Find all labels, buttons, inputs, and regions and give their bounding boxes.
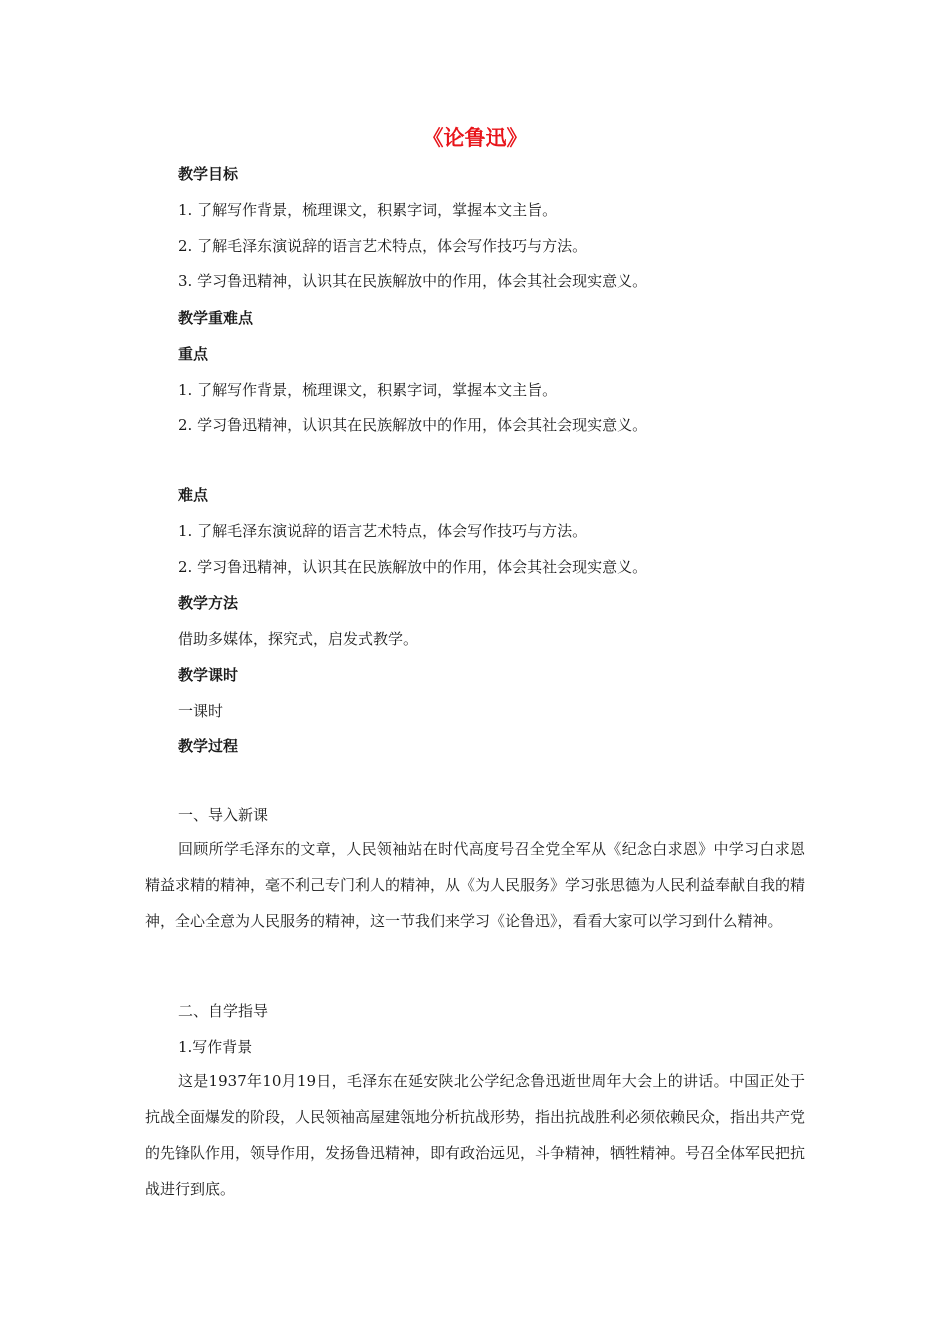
section-paragraph: 这是1937年10月19日，毛泽东在延安陕北公学纪念鲁迅逝世周年大会上的讲话。中国正处于抗战全面爆发的阶段，人民领袖高屋建瓴地分析抗战形势，指出抗战胜利必须依赖民众，指出共产党的先锋队作用，领导作用，发扬鲁迅精神，即有政治远见，斗争精神，牺牲精神。号召全体军民把抗战进行到底。: [145, 1072, 806, 1198]
objective-item: 2. 了解毛泽东演说辞的语言艺术特点，体会写作技巧与方法。: [178, 237, 588, 255]
hours-heading: 教学课时: [178, 666, 239, 684]
method-text: 借助多媒体，探究式，启发式教学。: [178, 630, 419, 648]
process-heading: 教学过程: [178, 737, 239, 755]
objectives-heading: 教学目标: [178, 165, 239, 183]
key-points-heading: 重点: [178, 345, 209, 363]
objective-item: 3. 学习鲁迅精神，认识其在民族解放中的作用，体会其社会现实意义。: [178, 272, 648, 290]
section-heading: 二、自学指导: [178, 1002, 269, 1020]
key-point-item: 2. 学习鲁迅精神，认识其在民族解放中的作用，体会其社会现实意义。: [178, 416, 648, 434]
subsection-heading: 1.写作背景: [178, 1038, 253, 1056]
difficult-points-heading: 难点: [178, 486, 209, 504]
section-heading: 一、导入新课: [178, 806, 269, 824]
section-paragraph: 回顾所学毛泽东的文章，人民领袖站在时代高度号召全党全军从《纪念白求恩》中学习白求恩精益求精的精神，毫不利己专门利人的精神，从《为人民服务》学习张思德为人民利益奉献自我的精神，全心全意为人民服务的精神，这一节我们来学习《论鲁迅》，看看大家可以学习到什么精神。: [145, 840, 806, 930]
difficult-point-item: 2. 学习鲁迅精神，认识其在民族解放中的作用，体会其社会现实意义。: [178, 558, 648, 576]
method-heading: 教学方法: [178, 594, 239, 612]
document-title: 《论鲁迅》: [422, 126, 528, 150]
difficult-point-item: 1. 了解毛泽东演说辞的语言艺术特点，体会写作技巧与方法。: [178, 522, 588, 540]
key-difficult-heading: 教学重难点: [178, 309, 254, 327]
objective-item: 1. 了解写作背景，梳理课文，积累字词，掌握本文主旨。: [178, 201, 558, 219]
hours-text: 一课时: [178, 702, 224, 720]
key-point-item: 1. 了解写作背景，梳理课文，积累字词，掌握本文主旨。: [178, 381, 558, 399]
